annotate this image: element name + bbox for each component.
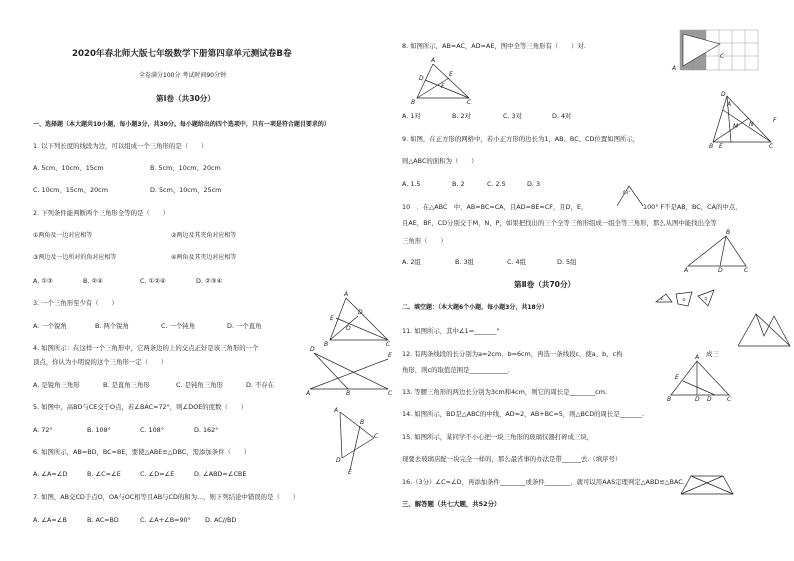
svg-text:B: B <box>346 390 351 397</box>
q12-bowtie-figure <box>734 306 794 350</box>
q16-stem: 16.（3分）∠C=∠D，再添加条件________或条件________，就可以用AAS定理判定△ABD≌△BAC. <box>402 478 685 486</box>
q5-option-c: C. 108° <box>140 426 164 434</box>
q8-option-a: A. 1对 <box>402 112 421 120</box>
svg-text:B: B <box>360 419 365 426</box>
section2-heading: 二、填空题：（本大题6个小题，每小题3分，共18分） <box>402 304 548 311</box>
svg-text:A: A <box>684 267 689 274</box>
svg-text:A: A <box>672 65 677 72</box>
q7-option-c: C. ∠A+∠B=90° <box>140 516 191 524</box>
q1-option-d: D. 5cm、10cm、25cm <box>150 186 222 194</box>
q10-option-a: A. 2组 <box>402 258 421 266</box>
q4-stem-line2: 顶点，你认为小明说的这个三角形一定（ ） <box>33 358 168 366</box>
q15-stem-line1: 15. 如图所示，某同学不小心把一块三角形的玻璃仪器打碎成三块， <box>402 433 594 441</box>
q4-stem-line1: 4. 如图所示：在这样一个三角形中，它两条边的上的交点正好是该三角形的一个 <box>33 344 259 352</box>
q10-stem-line3: 三角形（ ） <box>402 237 447 245</box>
svg-text:C: C <box>727 396 732 403</box>
q15-stem-line2: 现要去玻璃店配一块完全一样的，那么最省事的办法是带______去.（填序号） <box>402 455 622 463</box>
q11-stem: 11. 如图所示，其中∠1=_______° <box>402 327 500 335</box>
q10-stem-line1b: 100° F不是AB，BC，CA的中点， <box>643 203 742 211</box>
q1-stem: 1. 以下列长度的线段为边，可以组成一个三角形的是（ ） <box>33 142 208 150</box>
q5-triangle-figure <box>300 290 390 350</box>
q12-stem-line1: 12. 有两条线段的长分别为a=2cm，b=6cm，再选一条线段c，使a、b、c构 <box>402 350 623 358</box>
svg-text:B: B <box>667 396 672 403</box>
q4-crossed-lines-figure <box>300 345 395 395</box>
q5-option-d: D. 162° <box>194 426 219 434</box>
svg-text:B: B <box>709 143 714 150</box>
q4-option-b: B. 是直角三角形 <box>103 381 150 389</box>
q2-option-d: D. ②③④ <box>196 277 223 285</box>
q10-option-d: D. 5组 <box>557 258 577 266</box>
q7-stem: 7. 如图，AB交CD于点O，OA与OC相等且AB与CD的和为...，则下列结论中错误的是（ ） <box>33 493 300 501</box>
svg-text:C: C <box>769 143 774 150</box>
q11-triangle-figure <box>684 229 754 274</box>
svg-text:C: C <box>744 267 749 274</box>
q4-option-c: C. 是钝角三角形 <box>176 381 223 389</box>
part1-title: 第Ⅰ卷（共30分） <box>156 94 215 103</box>
q2-condition-4: ④两角及其夹边对应相等 <box>171 254 237 261</box>
svg-text:①: ① <box>660 296 664 301</box>
q14-stem: 14. 如图所示，BD是△ABC的中线，AD=2，AB+BC=5，则△BCD的周长是_______. <box>402 410 645 418</box>
q9-option-a: A. 1.5 <box>402 180 421 188</box>
q9-option-c: C. 2.5 <box>487 180 506 188</box>
q6-option-d: D. ∠ABD=∠CBE <box>194 470 247 478</box>
q8-option-b: B. 2对 <box>452 112 471 120</box>
q12-stem-suffix: 成三 <box>706 350 719 358</box>
svg-text:A: A <box>431 57 436 64</box>
q6-stem: 6. 如图所示，AB=BD，BC=BE，要使△ABE≌△DBC，需添加条件（ ） <box>33 448 251 456</box>
svg-text:A: A <box>695 354 700 361</box>
q15-broken-glass-figure <box>652 288 722 310</box>
q2-condition-1: ①两角及一边对应相等 <box>33 232 93 239</box>
q6-figure <box>320 408 380 478</box>
svg-text:B: B <box>324 341 329 348</box>
q2-option-a: A. ①③ <box>33 277 53 285</box>
right-column <box>397 0 794 561</box>
svg-text:D: D <box>695 396 700 403</box>
q2-option-b: B. ②④ <box>83 277 103 285</box>
q9-option-d: D. 3 <box>527 180 541 188</box>
q3-stem: 3. 一个三角形至少有（ ） <box>33 299 118 307</box>
score-line: 全卷满分100分 考试时间90分钟 <box>139 72 226 79</box>
svg-text:D: D <box>358 309 363 316</box>
svg-text:A: A <box>306 390 311 397</box>
q3-option-a: A. 一个锐角 <box>33 322 67 330</box>
svg-text:A: A <box>727 101 732 108</box>
q8-option-d: D. 4对 <box>552 112 572 120</box>
svg-text:D: D <box>336 457 341 464</box>
q7-option-a: A. ∠A=∠B <box>33 516 67 524</box>
page-title: 2020年春北师大版七年级数学下册第四章单元测试卷B卷 <box>72 49 292 59</box>
svg-text:63°: 63° <box>623 190 631 195</box>
svg-text:F: F <box>441 83 445 90</box>
svg-text:C: C <box>467 99 472 106</box>
q6-option-c: C. ∠D=∠E <box>140 470 175 478</box>
q4-option-a: A. 是锐角三角形 <box>33 381 80 389</box>
svg-text:②: ② <box>682 297 686 302</box>
svg-text:E: E <box>675 374 679 381</box>
q10-option-c: C. 4组 <box>507 258 526 266</box>
q6-option-b: B. ∠C=∠E <box>87 470 121 478</box>
svg-text:D: D <box>707 396 712 403</box>
svg-text:③: ③ <box>704 296 708 301</box>
svg-text:A: A <box>344 291 349 298</box>
q3-option-d: D. 一个直角 <box>227 322 262 330</box>
svg-text:E: E <box>449 71 453 78</box>
svg-text:D: D <box>310 346 315 353</box>
q1-option-b: B. 5cm、10cm、20cm <box>150 164 221 172</box>
q10-angle-figure <box>615 184 645 208</box>
svg-text:O: O <box>346 325 351 332</box>
q3-option-c: C. 一个钝角 <box>161 322 196 330</box>
svg-text:E: E <box>330 315 334 322</box>
svg-text:C: C <box>720 53 725 60</box>
section3-heading: 三、解答题（共七大题，共52分） <box>402 500 501 508</box>
q10-equilateral-figure <box>709 90 779 150</box>
svg-text:A: A <box>334 407 339 414</box>
q1-option-a: A. 5cm、10cm、15cm <box>33 164 104 172</box>
q9-stem-line1: 9. 如图，在正方形的网格中，若小正方形的边长为1，AB、BC、CD位置如图所示， <box>402 135 640 143</box>
q4-option-d: D. 不存在 <box>246 381 275 389</box>
q9-grid-figure <box>672 30 760 74</box>
q2-condition-3: ③两边及一边所对的角对应相等 <box>33 254 117 261</box>
svg-text:B: B <box>411 99 416 106</box>
svg-text:C: C <box>374 433 379 440</box>
svg-text:D: D <box>718 267 723 274</box>
q8-option-c: C. 3对 <box>503 112 522 120</box>
q13-stem: 13. 等腰三角形的两边长分别为3cm和4cm，则它的周长是________cm. <box>402 388 607 396</box>
q12-stem-line2: 角形，则c的取值范围是____________. <box>402 366 510 374</box>
q8-stem: 8. 如图所示，AB=AC，AD=AE，图中全等三角形有（ ）对. <box>402 42 586 50</box>
svg-text:E: E <box>348 469 352 476</box>
q10-stem-line2: 且AE，BF，CD分别交于M，N，P，如果把找出的三个全等三角形组成一组全等三角形，那么从图中能找出全等 <box>402 219 717 227</box>
svg-text:B: B <box>726 229 731 236</box>
svg-text:M: M <box>733 123 739 130</box>
q2-option-c: C. ①②④ <box>140 277 166 285</box>
q5-stem: 5. 如图中，高BD与CE交于O点，若∠BAC=72°，则∠DOE的度数（ ） <box>33 403 248 411</box>
q10-stem-line1: 10 ．在△ABC 中，AB=BC=CA，且AD=BE=CF，且D，E， <box>402 203 588 211</box>
q2-condition-2: ②两边及其夹角对应相等 <box>171 232 237 239</box>
q8-figure <box>407 58 477 108</box>
part2-title: 第Ⅱ卷（共70分） <box>514 280 576 289</box>
svg-text:F: F <box>773 117 777 124</box>
svg-text:D: D <box>721 91 726 98</box>
svg-text:N: N <box>749 121 754 128</box>
q5-option-b: B. 108° <box>87 426 111 434</box>
q5-option-a: A. 72° <box>33 426 53 434</box>
q7-option-b: B. AC=BD <box>87 516 119 524</box>
q14-triangle-figure <box>667 355 742 405</box>
q9-option-b: B. 2 <box>452 180 465 188</box>
q2-stem: 2. 下列条件能判断两个三角形全等的是（ ） <box>33 209 169 217</box>
svg-text:C: C <box>388 390 393 397</box>
q9-stem-line2: 则△ABC的面积为（ ） <box>402 157 478 165</box>
q3-option-b: B. 两个锐角 <box>95 322 130 330</box>
section1-heading: 一、选择题（本大题共10小题，每小题3分，共30分。每小题给出的四个选项中，只有一项是符合题目要求的） <box>33 121 330 128</box>
svg-text:E: E <box>388 352 392 359</box>
q6-option-a: A. ∠A=∠D <box>33 470 68 478</box>
svg-text:C: C <box>386 341 391 348</box>
q10-option-b: B. 3组 <box>455 258 474 266</box>
q16-figure <box>677 474 737 498</box>
q7-option-d: D. AC//BD <box>205 516 237 524</box>
svg-text:D: D <box>419 75 424 82</box>
q1-option-c: C. 10cm、15cm、20cm <box>33 186 108 194</box>
svg-text:E: E <box>719 143 723 150</box>
